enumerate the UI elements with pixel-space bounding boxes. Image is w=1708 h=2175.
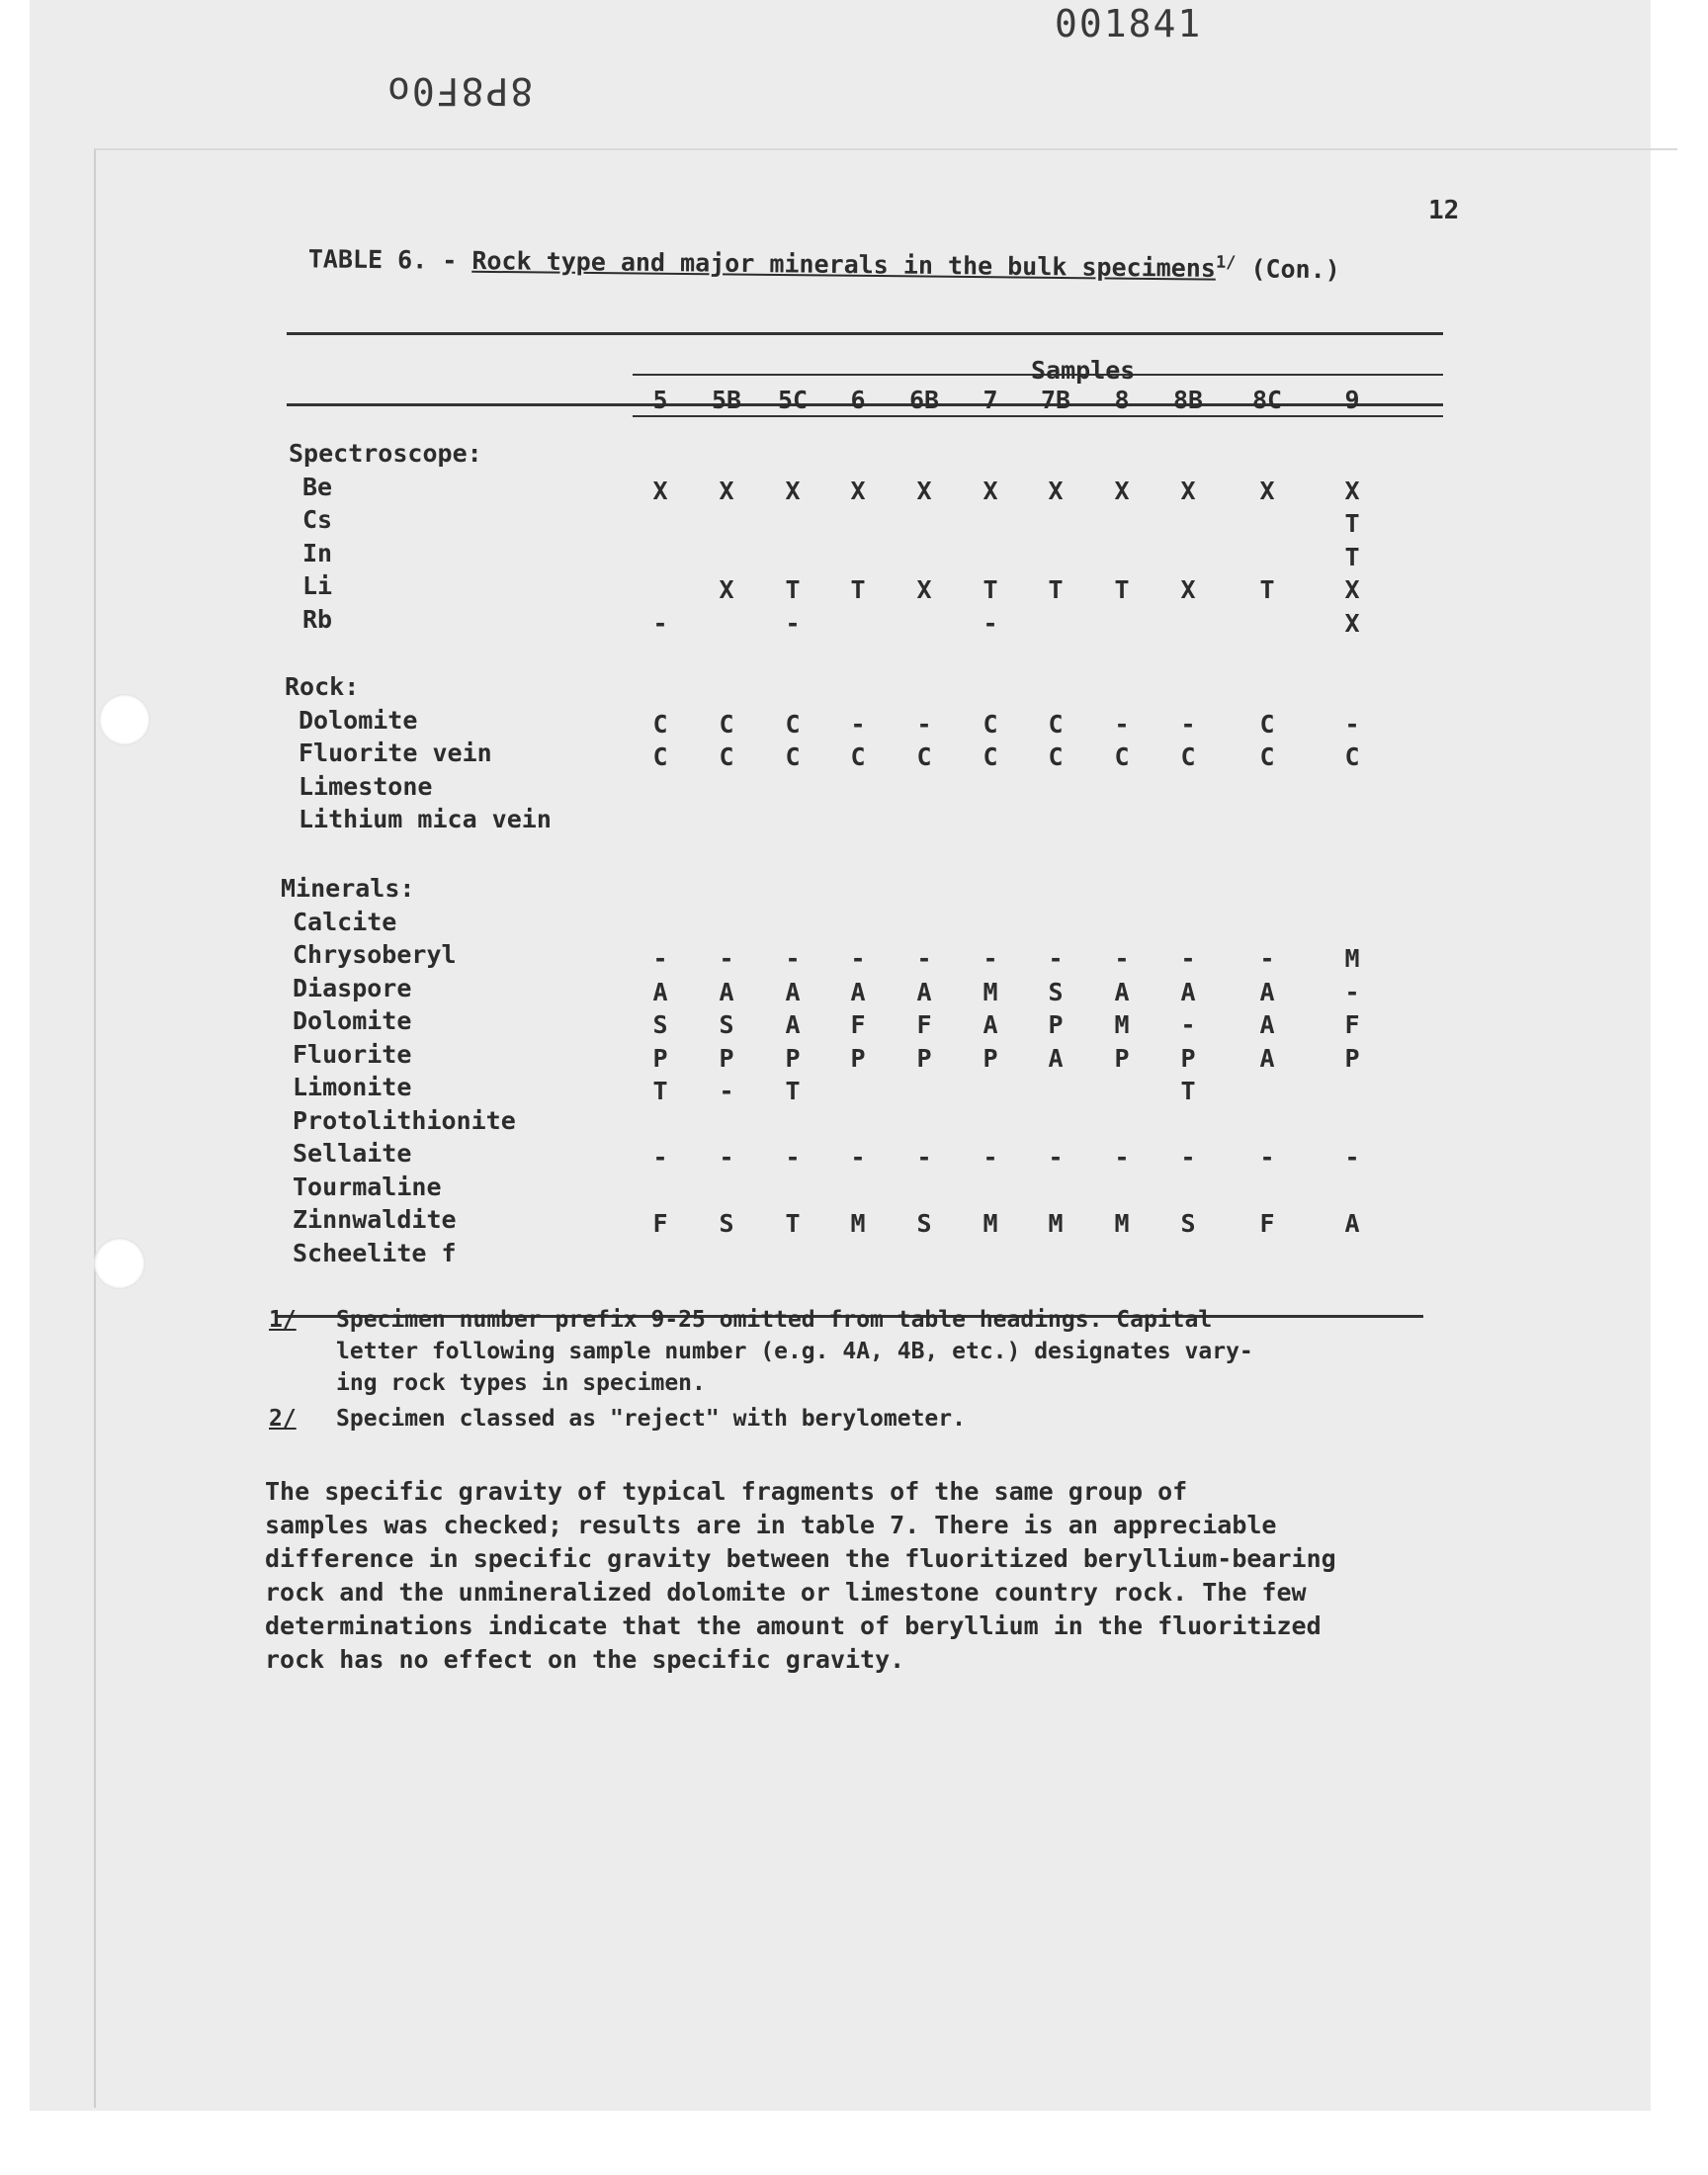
footnote-mark: 1/ — [269, 1307, 297, 1333]
table-cell: T — [1180, 1077, 1196, 1105]
title-prefix: TABLE 6. - — [307, 244, 472, 276]
row-label: Chrysoberyl — [293, 940, 457, 969]
table-cell: - — [1259, 1143, 1275, 1172]
table-cell: X — [1259, 476, 1275, 505]
table-cell: M — [1048, 1209, 1064, 1238]
table-cell: A — [785, 1010, 801, 1039]
row-label: Diaspore — [293, 973, 412, 1002]
row-label: Fluorite vein — [299, 739, 492, 767]
column-header: 5B — [711, 386, 742, 414]
table-cell: - — [652, 944, 668, 973]
row-label: Li — [302, 571, 333, 600]
table-cell: - — [1344, 709, 1360, 739]
title-footnote-ref: 1/ — [1215, 252, 1237, 273]
table-cell: - — [719, 1077, 734, 1105]
table-cell: C — [785, 709, 801, 739]
table-cell: - — [1180, 1143, 1196, 1172]
paragraph-line: difference in specific gravity between the fluoritized beryllium-bearing — [265, 1544, 1336, 1573]
row-label: Dolomite — [293, 1006, 412, 1035]
table-cell: S — [652, 1010, 668, 1039]
table-cell: X — [850, 476, 866, 505]
table-top-rule — [287, 332, 1443, 335]
table-cell: C — [652, 709, 668, 739]
table-cell: - — [785, 608, 801, 638]
table-cell: M — [1114, 1010, 1130, 1039]
table-cell: P — [785, 1043, 801, 1073]
table-cell: T — [1344, 542, 1360, 571]
table-cell: X — [785, 476, 801, 505]
table-cell: F — [652, 1209, 668, 1238]
table-cell: M — [850, 1209, 866, 1238]
table-cell: A — [1344, 1209, 1360, 1238]
column-header: 6 — [850, 386, 866, 414]
table-cell: - — [850, 1143, 866, 1172]
table-cell: X — [1344, 575, 1360, 604]
table-cell: P — [1344, 1043, 1360, 1073]
table-cell: C — [719, 742, 734, 771]
table-cell: X — [916, 476, 932, 505]
table-cell: - — [1344, 1143, 1360, 1172]
table-cell: A — [785, 977, 801, 1006]
table-cell: F — [850, 1010, 866, 1039]
table-cell: P — [1048, 1010, 1064, 1039]
table-cell: T — [785, 1077, 801, 1105]
table-cell: - — [719, 1143, 734, 1172]
table-cell: A — [1114, 977, 1130, 1006]
table-cell: C — [916, 742, 932, 771]
section-heading: Spectroscope: — [289, 439, 482, 468]
column-header: 5C — [777, 386, 809, 414]
column-header: 8 — [1114, 386, 1130, 414]
table-cell: - — [785, 1143, 801, 1172]
table-cell: C — [850, 742, 866, 771]
row-label: Cs — [302, 505, 333, 534]
table-cell: P — [1114, 1043, 1130, 1073]
table-cell: - — [1180, 944, 1196, 973]
table-cell: F — [1259, 1209, 1275, 1238]
title-text: Rock type and major minerals in the bulk specimens — [471, 246, 1217, 283]
table-cell: M — [1344, 944, 1360, 973]
table-cell: P — [982, 1043, 998, 1073]
table-cell: C — [1259, 742, 1275, 771]
table-cell: P — [719, 1043, 734, 1073]
table-cell: - — [1048, 1143, 1064, 1172]
table-cell: - — [1344, 977, 1360, 1006]
table-cell: P — [1180, 1043, 1196, 1073]
paragraph-line: The specific gravity of typical fragments of the same group of — [265, 1477, 1188, 1506]
row-label: Zinnwaldite — [293, 1205, 457, 1234]
paragraph-line: rock has no effect on the specific gravity. — [265, 1645, 905, 1674]
table-cell: T — [982, 575, 998, 604]
table-cell: C — [1344, 742, 1360, 771]
table-cell: M — [982, 1209, 998, 1238]
table-cell: - — [1114, 944, 1130, 973]
punch-hole — [94, 1238, 145, 1289]
section-heading: Minerals: — [281, 874, 415, 903]
table-cell: - — [1180, 709, 1196, 739]
paragraph-line: rock and the unmineralized dolomite or limestone country rock. The few — [265, 1578, 1307, 1607]
table-cell: X — [982, 476, 998, 505]
footnote-text: letter following sample number (e.g. 4A, 4B, etc.) designates vary- — [336, 1339, 1253, 1364]
column-header: 5 — [652, 386, 668, 414]
table-cell: - — [982, 944, 998, 973]
table-cell: T — [652, 1077, 668, 1105]
row-label: Dolomite — [299, 705, 418, 735]
table-cell: P — [652, 1043, 668, 1073]
table-cell: X — [916, 575, 932, 604]
table-cell: X — [1344, 476, 1360, 505]
row-label: Protolithionite — [293, 1105, 516, 1135]
table-cell: P — [916, 1043, 932, 1073]
table-cell: - — [1259, 944, 1275, 973]
table-cell: A — [850, 977, 866, 1006]
punch-hole — [99, 694, 150, 745]
table-cell: - — [1114, 709, 1130, 739]
footnote-text: Specimen number prefix 9-25 omitted from table headings. Capital — [336, 1307, 1213, 1333]
section-heading: Rock: — [285, 672, 360, 701]
table-cell: S — [1180, 1209, 1196, 1238]
column-header: 8C — [1251, 386, 1283, 414]
table-cell: C — [719, 709, 734, 739]
table-cell: T — [1344, 509, 1360, 538]
row-label: Limestone — [299, 771, 433, 801]
row-label: Calcite — [293, 907, 397, 936]
inverted-stamp: 8P8F0o — [385, 69, 534, 113]
row-label: Tourmaline — [293, 1172, 442, 1201]
table-cell: S — [719, 1209, 734, 1238]
table-cell: C — [982, 709, 998, 739]
table-cell: T — [785, 575, 801, 604]
row-label: Scheelite f — [293, 1238, 457, 1267]
document-number-stamp: 001841 — [1055, 2, 1203, 45]
body-paragraph — [265, 1475, 1471, 1677]
table-cell: X — [719, 476, 734, 505]
table-cell: T — [1259, 575, 1275, 604]
footnote-text: ing rock types in specimen. — [336, 1370, 706, 1396]
table-cell: X — [1114, 476, 1130, 505]
table-cell: T — [1048, 575, 1064, 604]
table-cell: M — [982, 977, 998, 1006]
paragraph-line: samples was checked; results are in table 7. There is an appreciable — [265, 1511, 1277, 1539]
table-cell: - — [652, 608, 668, 638]
table-cell: X — [652, 476, 668, 505]
table-cell: S — [719, 1010, 734, 1039]
table-cell: S — [1048, 977, 1064, 1006]
table-cell: X — [1180, 575, 1196, 604]
table-cell: X — [1048, 476, 1064, 505]
column-header: 8B — [1172, 386, 1204, 414]
row-label: Sellaite — [293, 1139, 412, 1168]
table-cell: A — [719, 977, 734, 1006]
table-cell: - — [916, 944, 932, 973]
row-label: Rb — [302, 604, 333, 634]
table-cell: C — [1259, 709, 1275, 739]
table-cell: A — [1180, 977, 1196, 1006]
table-cell: A — [1259, 977, 1275, 1006]
table-cell: - — [1114, 1143, 1130, 1172]
column-header: 7 — [982, 386, 998, 414]
table-cell: A — [1259, 1010, 1275, 1039]
table-cell: X — [1344, 608, 1360, 638]
samples-header: Samples — [1031, 356, 1136, 385]
table-cell: C — [1180, 742, 1196, 771]
footnote-text: Specimen classed as "reject" with berylometer. — [336, 1406, 966, 1432]
row-label: Fluorite — [293, 1039, 412, 1069]
row-label: Lithium mica vein — [299, 805, 552, 833]
table-cell: - — [1180, 1010, 1196, 1039]
table-cell: F — [1344, 1010, 1360, 1039]
row-label: Be — [302, 472, 333, 501]
table-cell: S — [916, 1209, 932, 1238]
table-cell: - — [785, 944, 801, 973]
table-cell: A — [1259, 1043, 1275, 1073]
table-cell: - — [652, 1143, 668, 1172]
row-label: In — [302, 538, 333, 567]
table-cell: A — [982, 1010, 998, 1039]
title-suffix: (Con.) — [1236, 254, 1340, 285]
table-cell: C — [785, 742, 801, 771]
table-cell: C — [982, 742, 998, 771]
table-cell: T — [1114, 575, 1130, 604]
table-cell: - — [916, 1143, 932, 1172]
footnote-mark: 2/ — [269, 1406, 297, 1432]
table-cell: X — [719, 575, 734, 604]
page-number: 12 — [1428, 196, 1460, 225]
column-header: 7B — [1040, 386, 1071, 414]
table-cell: P — [850, 1043, 866, 1073]
table-cell: - — [916, 709, 932, 739]
table-cell: C — [652, 742, 668, 771]
table-cell: C — [1114, 742, 1130, 771]
table-cell: X — [1180, 476, 1196, 505]
table-cell: - — [850, 944, 866, 973]
table-cell: C — [1048, 742, 1064, 771]
table-cell: C — [1048, 709, 1064, 739]
table-cell: F — [916, 1010, 932, 1039]
table-cell: - — [719, 944, 734, 973]
column-header: 6B — [908, 386, 940, 414]
table-cell: - — [982, 608, 998, 638]
table-cell: A — [916, 977, 932, 1006]
table-cell: - — [982, 1143, 998, 1172]
row-label: Limonite — [293, 1073, 412, 1101]
table-cell: T — [785, 1209, 801, 1238]
table-cell: A — [652, 977, 668, 1006]
table-cell: - — [1048, 944, 1064, 973]
paragraph-line: determinations indicate that the amount of beryllium in the fluoritized — [265, 1611, 1322, 1640]
table-cell: M — [1114, 1209, 1130, 1238]
table-cell: A — [1048, 1043, 1064, 1073]
column-header: 9 — [1344, 386, 1360, 414]
table-cell: - — [850, 709, 866, 739]
table-cell: T — [850, 575, 866, 604]
